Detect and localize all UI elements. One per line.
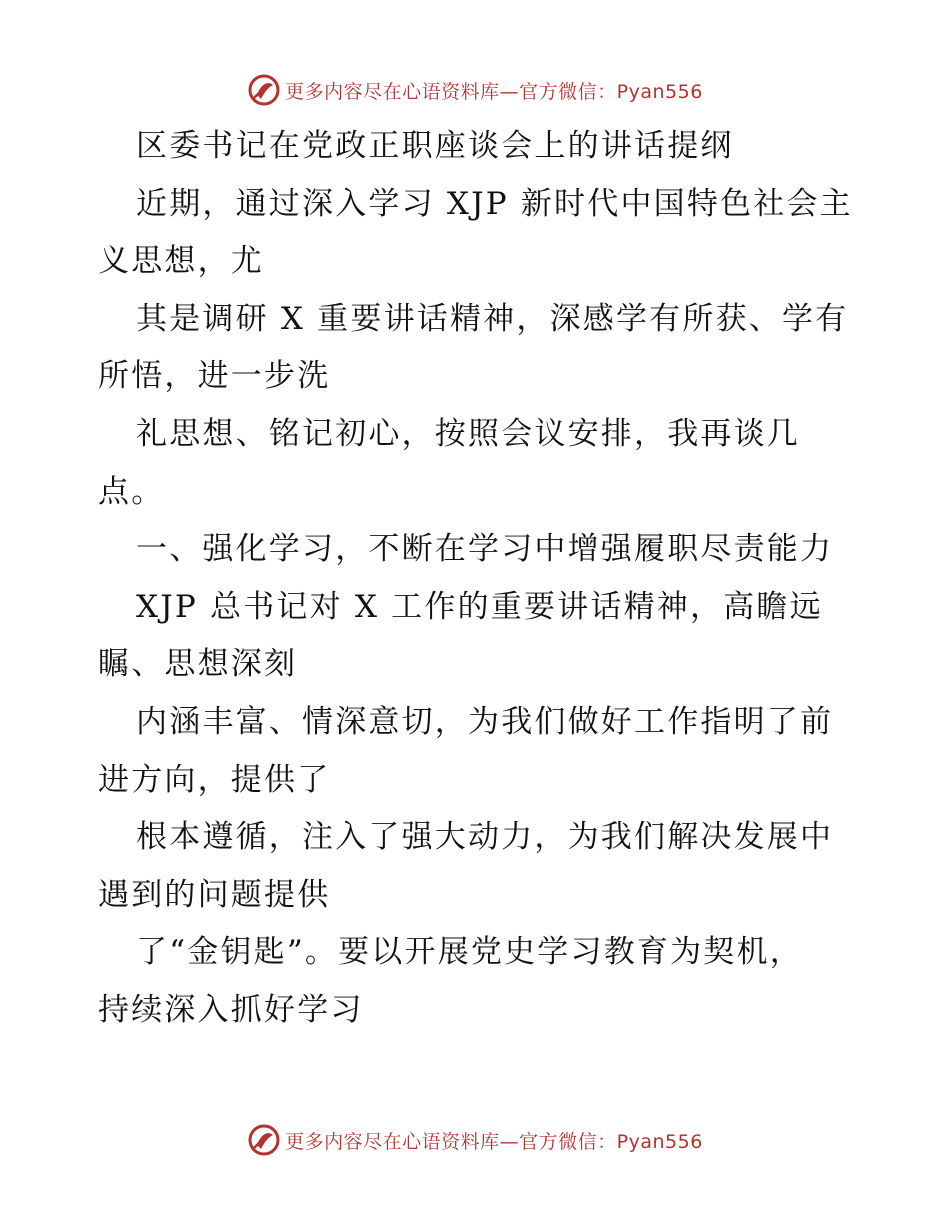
logo-icon (247, 73, 281, 107)
text-line: 根本遵循，注入了强大动力，为我们解决发展中 (136, 819, 834, 856)
text-line: 遇到的问题提供 (98, 876, 331, 913)
document-body (98, 118, 858, 1040)
text-line: 瞩、思想深刻 (98, 646, 298, 683)
banner-text: 更多内容尽在心语资料库—官方微信：Pyan556 (285, 80, 703, 103)
text-line: 义思想，尤 (98, 243, 264, 280)
footer-banner (0, 1120, 950, 1160)
text-line: 了“金钥匙”。要以开展党史学习教育为契机， (136, 934, 803, 971)
section-heading: 一、强化学习，不断在学习中增强履职尽责能力 (136, 531, 834, 568)
text-line: 进方向，提供了 (98, 761, 331, 798)
banner-text: 更多内容尽在心语资料库—官方微信：Pyan556 (285, 1130, 703, 1153)
text-line: 内涵丰富、情深意切，为我们做好工作指明了前 (136, 703, 834, 740)
text-line: 所悟，进一步洗 (98, 358, 331, 395)
text-line: 持续深入抓好学习 (98, 991, 364, 1028)
text-line: XJP 总书记对 X 工作的重要讲话精神，高瞻远 (136, 588, 823, 625)
text-line: 礼思想、铭记初心，按照会议安排，我再谈几 (136, 415, 800, 452)
text-line: 近期，通过深入学习 XJP 新时代中国特色社会主 (136, 185, 853, 222)
header-banner (0, 70, 950, 110)
text-line: 点。 (98, 473, 165, 510)
document-title: 区委书记在党政正职座谈会上的讲话提纲 (136, 128, 734, 164)
text-line: 其是调研 X 重要讲话精神，深感学有所获、学有 (136, 300, 849, 337)
logo-icon (247, 1123, 281, 1157)
